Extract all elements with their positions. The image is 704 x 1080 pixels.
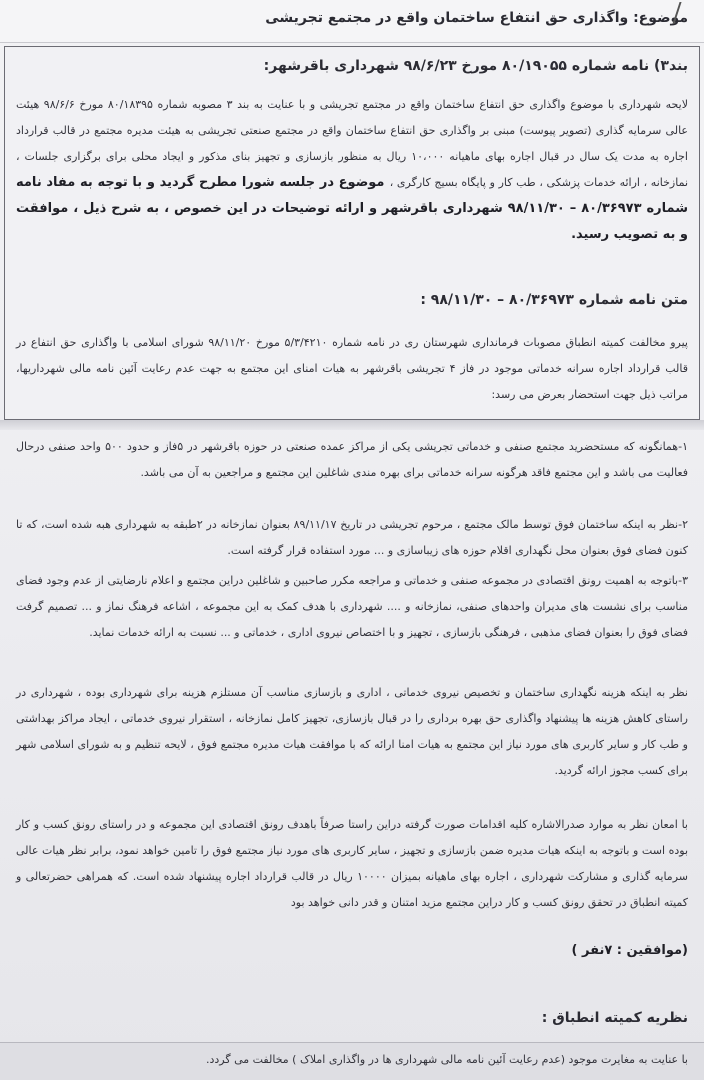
paper-fold xyxy=(0,420,704,430)
letter-intro: پیرو مخالفت کمیته انطباق مصوبات فرمانداری شهرستان ری در نامه شماره ۵/۳/۴۲۱۰ مورخ ۹۸/۱۱/۲۰ شورای اسلامی با واگذاری حق انتفاع در قالب قرارداد اجاره سرانه خدماتی موجود در فاز ۴ تجریشی باقرشهر به هیات امنای این مجتمع به جهت عدم رعایت آئین نامه مالی شهرداریها، مراتب ذیل جهت استحضار بعرض می رسد: xyxy=(16,336,688,401)
committee-text: با عنایت به مغایرت موجود (عدم رعایت آئین نامه مالی شهرداری ها در واگذاری املاک ) مخالفت می گردد. xyxy=(205,1053,688,1066)
committee-heading: نظریه کمیته انطباق : xyxy=(541,1010,688,1026)
bill-paragraph xyxy=(16,92,688,248)
letter-heading: متن نامه شماره ۸۰/۳۶۹۷۳ – ۹۸/۱۱/۳۰ : xyxy=(420,292,688,308)
agree-count: (موافقین : ۷نفر ) xyxy=(571,943,688,958)
final-paragraph: با امعان نظر به موارد صدرالاشاره کلیه اقدامات صورت گرفته دراین راستا صرفاً باهدف رونق اقتصادی این مجموعه و در راستای رونق کسب و کار بوده است و باتوجه به اینکه هیات مدیره ضمن بازسازی و تجهیز ، سایر کاربری های مورد نیاز مجتمع فوق را تامین خواهد نمود، برابر نظر هیات عالی سرمایه گذاری و مشارکت شهرداری ، اجاره بهای ماهیانه بمیزان ۱۰۰۰۰ ریال در قالب قرارداد اجاره پیشنهاد شده است. که همراهی حضرتعالی و کمیته انطباق در تحقق رونق کسب و کار دراین مجتمع مزید امتنان و قدر دانی خواهد بود xyxy=(16,818,688,909)
bill-decision: موضوع در جلسه شورا مطرح گردید و با توجه به مفاد نامه شماره ۸۰/۳۶۹۷۳ – ۹۸/۱۱/۳۰ شهرداری باقرشهر و ارائه توضیحات در این خصوص ، به شرح ذیل ، موافقت و به تصویب رسید. xyxy=(16,175,688,242)
bill-body: لایحه شهرداری با موضوع واگذاری حق انتفاع ساختمان واقع در مجتمع تجریشی و با عنایت به بند ۳ مصوبه شماره ۸۰/۱۸۳۹۵ مورخ ۹۸/۶/۶ هیئت عالی سرمایه گذاری (تصویر پیوست) مبنی بر واگذاری حق انتفاع ساختمان واقع در مجتمع صنعتی تجریشی به هیئت مدیره مجتمع در قالب قرارداد اجاره به مدت یک سال در قبال اجاره بهای ماهیانه ۱۰،۰۰۰ ریال به منظور بازسازی و تجهیز بنای مذکور و ایجاد محلی برای برگزاری جلسات ، نمازخانه ، ارائه خدمات پزشکی ، طب کار و پایگاه بسیج کارگری ، xyxy=(16,98,689,189)
item-heading: بند۳) نامه شماره ۸۰/۱۹۰۵۵ مورخ ۹۸/۶/۲۳ شهرداری باقرشهر: xyxy=(263,58,688,74)
point-3: ۳-باتوجه به اهمیت رونق اقتصادی در مجموعه صنفی و خدماتی و مراجعه مکرر صاحبین و شاغلین دراین مجتمع و اعلام نارضایتی از عدم وجود فضای مناسب برای نشست های مدیران واحدهای صنفی، نمازخانه و .... شهرداری با هدف کمک به این مجموعه ، اشاعه فرهنگ نماز و ... تصمیم گرفت فضای فوق را بعنوان فضای مذهبی ، فرهنگی بازسازی ، تجهیز و با اختصاص نیروی اداری ، خدماتی و ... نسبت به ارائه خدمات نماید. xyxy=(16,574,688,639)
point-1: ۱-همانگونه که مستحضرید مجتمع صنفی و خدماتی تجریشی یکی از مراکز عمده صنعتی در حوزه باقرشهر در ۵فاز و حدود ۵۰۰ واحد صنفی درحال فعالیت می باشد و این مجتمع فاقد هرگونه سرانه خدماتی برای بهره مندی شاغلین این مجتمع و مراجعین به آن می باشد. xyxy=(16,440,688,479)
subject-line: موضوع: واگذاری حق انتفاع ساختمان واقع در مجتمع تجریشی xyxy=(265,10,688,26)
committee-strip xyxy=(0,1042,704,1080)
point-2: ۲-نظر به اینکه ساختمان فوق توسط مالک مجتمع ، مرحوم تجریشی در تاریخ ۸۹/۱۱/۱۷ بعنوان نمازخانه در ۲طبقه به شهرداری هبه شده است، که تا کنون فضای فوق بعنوان محل نگهداری اقلام حوزه های زیباسازی و ... مورد استفاده قرار گرفته است. xyxy=(16,518,688,557)
subject-strip xyxy=(0,0,704,43)
cost-paragraph: نظر به اینکه هزینه نگهداری ساختمان و تخصیص نیروی خدماتی ، اداری و بازسازی مناسب آن مستلزم هزینه برای شهرداری بوده ، شهرداری در راستای کاهش هزینه ها پیشنهاد واگذاری حق بهره برداری را در قبال بازسازی، تجهیز کامل نمازخانه ، استقرار نیروی خدماتی ، ایجاد مراکز بهداشتی و طب کار و سایر کاربری های مورد نیاز این مجتمع به هیات امنا ارائه که با موافقت هیات مدیره مجتمع فوق ، لایحه تنظیم و به شورای اسلامی شهر برای کسب مجوز ارائه گردید. xyxy=(16,686,688,777)
